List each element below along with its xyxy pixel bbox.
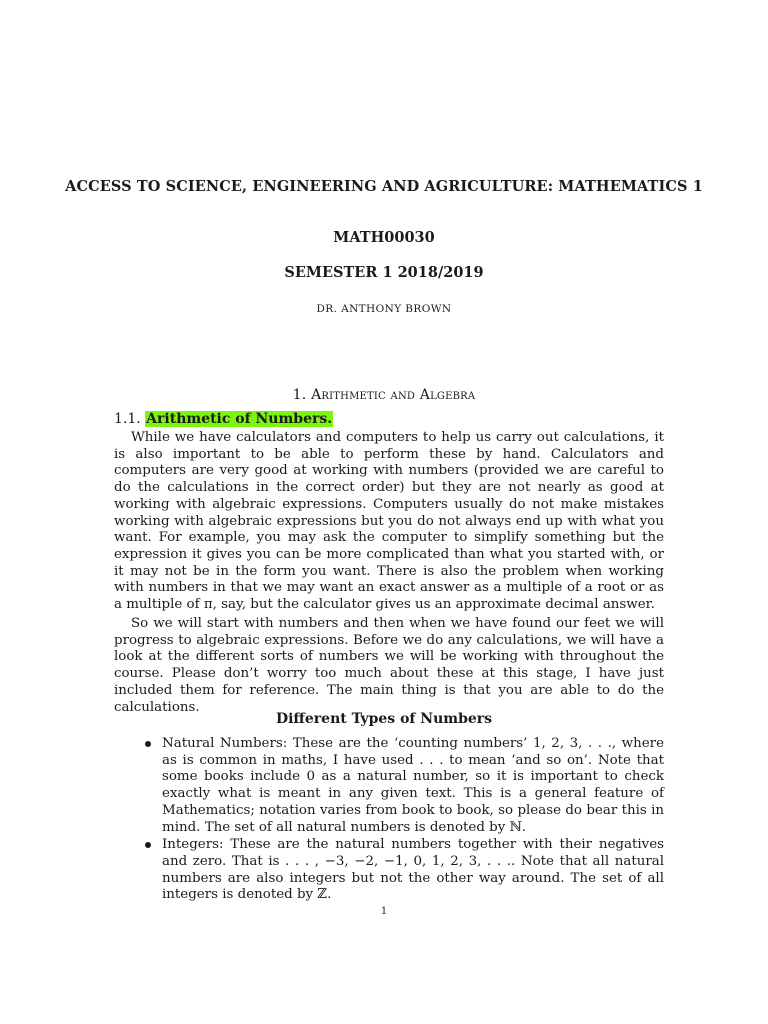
paragraph: While we have calculators and computers to help us carry out calculations, it is also important to be able to perform these by hand. Calculators and computers are very good at working with numbers (provided we are careful to do the calculations in the correct order) but they are not nearly as good at working with algebraic expressions. Computers usually do not make mistakes working with algebraic expressions but you do not always end up with what you want. For example, you may ask the computer to simplify something but the expression it gives you can be more complicated than what you started with, or it may not be in the form you want. There is also the problem when working with numbers in that we may want an exact answer as a multiple of a root or as a multiple of π, say, but the calculator gives us an approximate decimal answer. [114, 430, 664, 613]
subsection-title-highlight: Arithmetic of Numbers. [146, 411, 333, 427]
document-title: ACCESS TO SCIENCE, ENGINEERING AND AGRICULTURE: MATHEMATICS 1 [65, 178, 703, 195]
list-item-text: Integers: These are the natural numbers together with their negatives and zero. That is . . . , −3, −2, −1, 0, 1, 2, 3, . . .. Note that all natural numbers are also integers but not the other way around. The set of all integers is denoted by ℤ. [162, 837, 664, 903]
list-item [162, 736, 664, 836]
author-name: DR. ANTHONY BROWN [316, 303, 452, 315]
semester-label: SEMESTER 1 2018/2019 [284, 264, 484, 281]
subsection-number: 1.1. [114, 411, 141, 427]
page-number: 1 [380, 906, 388, 917]
number-types-list [162, 736, 664, 905]
section-number: 1. [292, 387, 307, 403]
list-item-text: Natural Numbers: These are the ‘counting numbers’ 1, 2, 3, . . ., where as is common in maths, I have used . . . to mean ‘and so on’. Note that some books include 0 as a natural number, so it is important to check exactly what is meant in any given text. This is a general feature of Mathematics; notation varies from book to book, so please do bear this in mind. The set of all natural numbers is denoted by ℕ. [162, 736, 664, 835]
section-title: Arithmetic and Algebra [311, 387, 476, 403]
bullet-icon [145, 741, 151, 747]
section-heading [0, 386, 768, 404]
types-heading: Different Types of Numbers [275, 711, 493, 727]
course-code: MATH00030 [333, 229, 435, 246]
subsection-heading [114, 410, 333, 428]
bullet-icon [145, 842, 151, 848]
list-item [162, 837, 664, 904]
paragraph: So we will start with numbers and then when we have found our feet we will progress to algebraic expressions. Before we do any calculations, we will have a look at the different sorts of numbers we will be working with throughout the course. Please don’t worry too much about these at this stage, I have just included them for reference. The main thing is that you are able to do the calculations. [114, 616, 664, 715]
